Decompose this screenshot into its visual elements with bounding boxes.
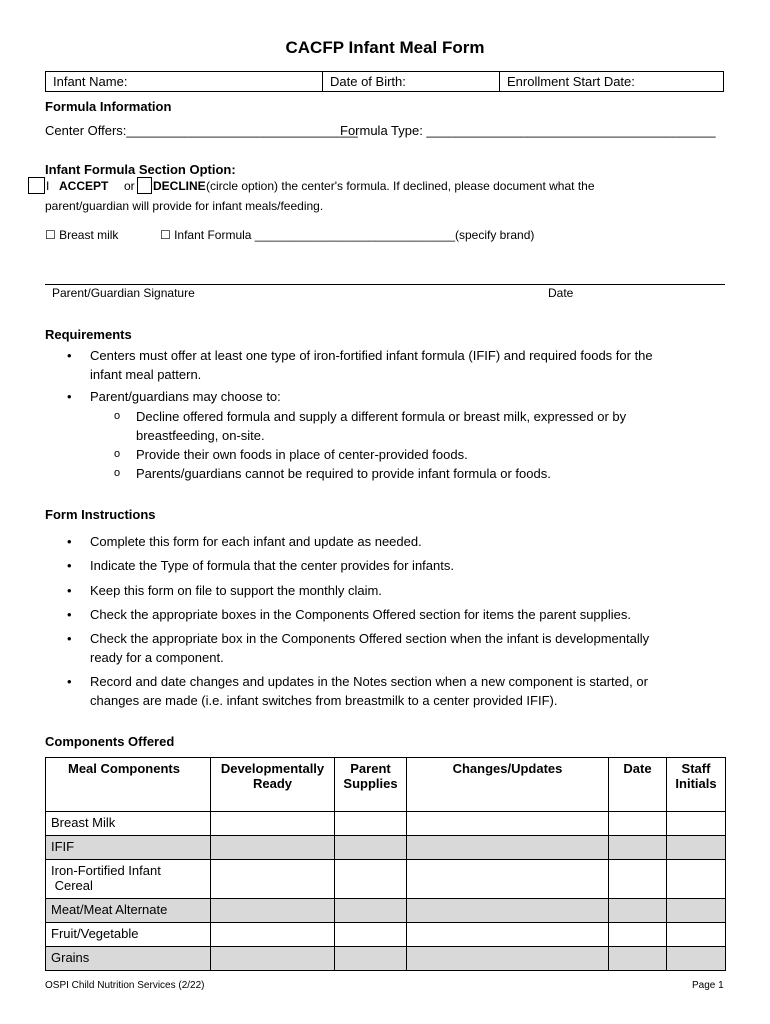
row-label: Grains: [46, 947, 211, 971]
header-date: Date: [609, 758, 667, 812]
signature-date-label: Date: [548, 286, 574, 300]
row-label: IFIF: [46, 836, 211, 860]
accept-checkbox[interactable]: [28, 177, 45, 194]
row-label: Meat/Meat Alternate: [46, 899, 211, 923]
table-cell[interactable]: [335, 947, 407, 971]
table-cell[interactable]: [407, 836, 609, 860]
row-label: Breast Milk: [46, 812, 211, 836]
or-text: or: [124, 179, 135, 193]
table-header-row: [46, 758, 726, 812]
circle-bullet-icon: o: [114, 467, 121, 479]
breast-milk-checkbox[interactable]: ☐ Breast milk: [45, 228, 119, 242]
sub-list-item: o Provide their own foods in place of center-provided foods.: [114, 447, 468, 462]
footer-page-number: Page 1: [692, 980, 724, 991]
list-item: • Centers must offer at least one type of iron-fortified infant formula (IFIF) and required foods for the infant meal pattern.: [67, 348, 653, 382]
table-row: [46, 812, 726, 836]
formula-type-field[interactable]: Formula Type: ________________________________________: [340, 123, 716, 138]
table-cell[interactable]: [407, 899, 609, 923]
signature-line[interactable]: [45, 284, 725, 285]
table-row: [46, 860, 726, 899]
header-developmentally-ready: Developmentally Ready: [211, 758, 335, 812]
option-description-line2: parent/guardian will provide for infant meals/feeding.: [45, 199, 324, 213]
bullet-icon: •: [67, 607, 72, 622]
table-cell[interactable]: [211, 860, 335, 899]
accept-label: ACCEPT: [59, 179, 109, 193]
table-cell[interactable]: [407, 947, 609, 971]
sub-list-item: o Decline offered formula and supply a different formula or breast milk, expressed or by breastfeeding, on-site.: [114, 409, 627, 443]
table-row: [46, 836, 726, 860]
signature-label: Parent/Guardian Signature: [52, 286, 195, 300]
table-cell[interactable]: [407, 860, 609, 899]
table-cell[interactable]: [667, 812, 726, 836]
table-cell[interactable]: [335, 812, 407, 836]
infant-info-table: [45, 71, 724, 92]
requirements-heading: Requirements: [45, 327, 132, 342]
table-row: [46, 899, 726, 923]
form-instructions-heading: Form Instructions: [45, 507, 156, 522]
header-meal-components: Meal Components: [46, 758, 211, 812]
bullet-icon: •: [67, 558, 72, 573]
table-cell[interactable]: [667, 947, 726, 971]
infant-name-field[interactable]: Infant Name:: [46, 72, 323, 91]
formula-info-heading: Formula Information: [45, 99, 172, 114]
enrollment-start-date-field[interactable]: Enrollment Start Date:: [507, 74, 635, 89]
date-of-birth-field[interactable]: Date of Birth:: [323, 72, 500, 91]
table-cell[interactable]: [609, 812, 667, 836]
sub-list-item: o Parents/guardians cannot be required to provide infant formula or foods.: [114, 466, 551, 481]
header-changes-updates: Changes/Updates: [407, 758, 609, 812]
table-cell[interactable]: [667, 899, 726, 923]
table-cell[interactable]: [211, 812, 335, 836]
list-item: • Parent/guardians may choose to:: [67, 389, 281, 404]
formula-option-heading: Infant Formula Section Option:: [45, 162, 236, 177]
footer-source: OSPI Child Nutrition Services (2/22): [45, 980, 205, 991]
circle-bullet-icon: o: [114, 448, 121, 460]
decline-label: DECLINE: [153, 179, 206, 193]
header-staff-initials: Staff Initials: [667, 758, 726, 812]
table-cell[interactable]: [335, 923, 407, 947]
table-cell[interactable]: [211, 923, 335, 947]
table-cell[interactable]: [609, 947, 667, 971]
table-cell[interactable]: [335, 899, 407, 923]
components-offered-heading: Components Offered: [45, 734, 175, 749]
table-cell[interactable]: [609, 860, 667, 899]
table-cell[interactable]: [667, 836, 726, 860]
bullet-icon: •: [67, 674, 72, 689]
center-offers-field[interactable]: Center Offers:________________________________: [45, 123, 358, 138]
bullet-icon: •: [67, 631, 72, 646]
table-cell[interactable]: [407, 923, 609, 947]
bullet-icon: •: [67, 534, 72, 549]
table-cell[interactable]: [407, 812, 609, 836]
table-cell[interactable]: [609, 836, 667, 860]
infant-formula-checkbox[interactable]: ☐ Infant Formula ______________________________(specify brand): [160, 228, 535, 242]
components-table: [45, 757, 726, 971]
bullet-icon: •: [67, 389, 72, 404]
table-cell[interactable]: [609, 923, 667, 947]
page-title: CACFP Infant Meal Form: [285, 38, 485, 57]
circle-bullet-icon: o: [114, 410, 121, 422]
row-label: Iron-Fortified Infant Cereal: [46, 860, 211, 899]
table-cell[interactable]: [211, 899, 335, 923]
table-row: [46, 923, 726, 947]
bullet-icon: •: [67, 583, 72, 598]
table-row: [46, 947, 726, 971]
row-label: Fruit/Vegetable: [46, 923, 211, 947]
table-cell[interactable]: [667, 923, 726, 947]
table-cell[interactable]: [335, 860, 407, 899]
table-cell[interactable]: [335, 836, 407, 860]
bullet-icon: •: [67, 348, 72, 363]
table-cell[interactable]: [609, 899, 667, 923]
decline-checkbox[interactable]: [137, 177, 152, 194]
option-i-text: I: [46, 179, 50, 193]
table-cell[interactable]: [211, 947, 335, 971]
header-parent-supplies: Parent Supplies: [335, 758, 407, 812]
table-cell[interactable]: [211, 836, 335, 860]
option-description-line1: (circle option) the center's formula. If declined, please document what the: [206, 179, 595, 193]
table-cell[interactable]: [667, 860, 726, 899]
